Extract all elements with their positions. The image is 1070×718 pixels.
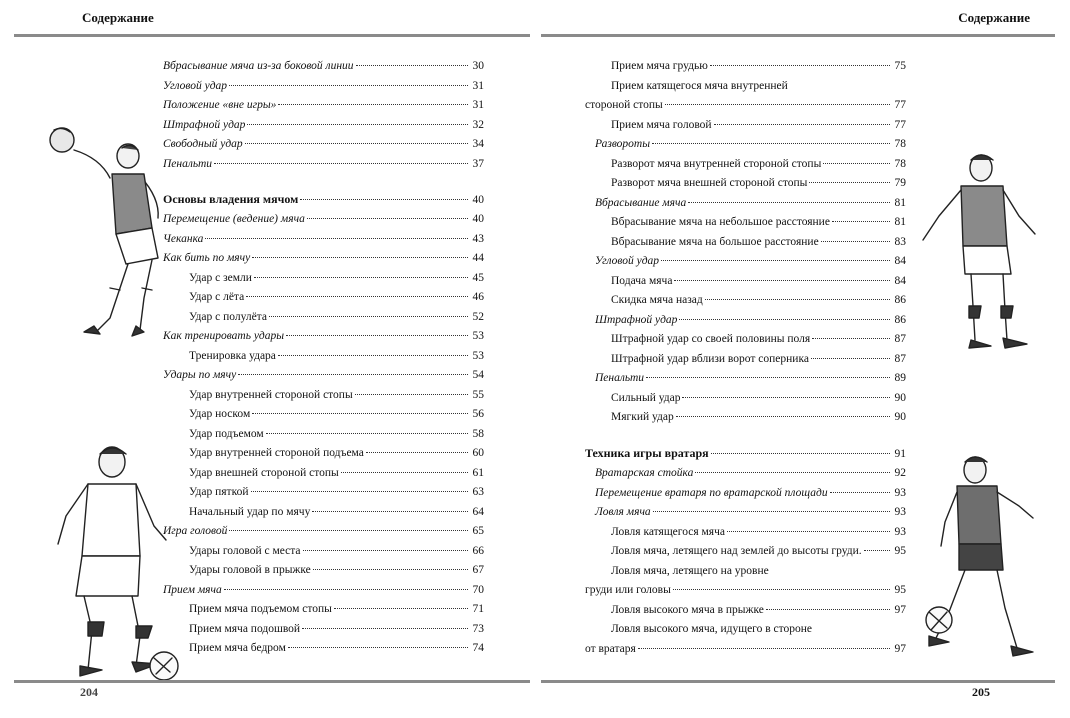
toc-entry[interactable] [585, 523, 906, 541]
dot-leader [307, 218, 468, 219]
toc-entry-title: Штрафной удар [595, 313, 678, 326]
toc-entry[interactable] [163, 444, 484, 462]
toc-entry-title: Ловля мяча, летящего над землей до высоты груди. [611, 545, 862, 557]
toc-entry[interactable] [585, 174, 906, 192]
dot-leader [727, 531, 890, 532]
throw-in-player-illustration [40, 118, 170, 343]
toc-entry-title: Удары по мячу [163, 369, 237, 381]
dot-leader [766, 609, 890, 610]
dot-leader [254, 277, 468, 278]
toc-page-number: 84 [894, 274, 906, 287]
toc-entry[interactable] [163, 77, 484, 95]
toc-page-number: 86 [894, 294, 906, 306]
toc-entry[interactable] [585, 330, 906, 348]
toc-entry[interactable] [163, 522, 484, 540]
toc-entry-title: Удары головой в прыжке [189, 564, 311, 576]
toc-entry-title: Прием мяча подошвой [189, 622, 301, 635]
toc-page-number: 90 [894, 411, 906, 423]
toc-entry[interactable] [585, 350, 906, 368]
toc-entry[interactable] [163, 230, 484, 248]
toc-page-number: 77 [894, 99, 906, 111]
toc-page-number: 86 [894, 313, 906, 326]
toc-page-number: 92 [894, 467, 906, 479]
dot-leader [679, 319, 890, 320]
toc-entry[interactable] [163, 155, 484, 173]
toc-page-number: 60 [472, 447, 484, 459]
dot-leader [710, 65, 890, 66]
toc-page-number: 93 [894, 506, 906, 518]
toc-entry[interactable] [585, 408, 906, 426]
toc-entry-title: Удар носком [189, 408, 251, 420]
toc-page-number: 31 [472, 79, 484, 92]
dot-leader [832, 221, 890, 222]
toc-page-number: 78 [894, 157, 906, 170]
dot-leader [809, 182, 890, 183]
toc-entry-title: Удар с земли [189, 271, 252, 284]
toc-entry[interactable] [163, 210, 484, 228]
toc-entry-title: Прием мяча [163, 583, 222, 596]
toc-page-number: 56 [472, 408, 484, 420]
toc-entry-title: Как бить по мячу [163, 252, 251, 264]
toc-entry-title: Прием мяча головой [611, 118, 712, 131]
toc-entry[interactable] [585, 233, 906, 251]
dot-leader [830, 492, 890, 493]
toc-page-number: 64 [472, 505, 484, 518]
toc-entry[interactable] [163, 542, 484, 560]
toc-page-number: 97 [894, 642, 906, 655]
toc-entry-title: Прием катящегося мяча внутренней [611, 79, 788, 92]
toc-entry-title: Как тренировать удары [163, 330, 285, 342]
right-page [535, 0, 1070, 718]
toc-page-number: 63 [472, 486, 484, 498]
toc-entry[interactable] [585, 369, 906, 387]
toc-entry[interactable] [163, 600, 484, 618]
bottom-rule [541, 680, 1055, 683]
toc-entry[interactable] [163, 366, 484, 384]
toc-page-number: 66 [472, 544, 484, 557]
toc-entry[interactable] [163, 347, 484, 365]
toc-entry-title: Начальный удар по мячу [189, 505, 311, 518]
toc-page-number: 30 [472, 60, 484, 72]
toc-page-number: 93 [894, 486, 906, 499]
toc-page-number: 78 [894, 138, 906, 150]
right-page-number: 205 [972, 685, 990, 699]
toc-chapter-entry[interactable] [163, 190, 484, 208]
toc-page-number: 67 [472, 564, 484, 576]
toc-page-number: 44 [472, 252, 484, 264]
toc-entry-title: Ловля высокого мяча, идущего в стороне [611, 623, 813, 635]
toc-entry[interactable] [163, 269, 484, 287]
toc-entry-title: Вбрасывание мяча из-за боковой линии [163, 60, 354, 72]
toc-page-number: 95 [894, 584, 906, 596]
toc-page-number: 70 [472, 583, 484, 596]
toc-page-number: 97 [894, 603, 906, 616]
dot-leader [312, 511, 468, 512]
top-rule [14, 34, 530, 37]
toc-entry-title: Удар пяткой [189, 486, 249, 498]
goalkeeper-stance-illustration [915, 150, 1045, 360]
dot-leader [355, 394, 468, 395]
dot-leader [278, 104, 468, 105]
toc-page-number: 75 [894, 60, 906, 72]
toc-entry[interactable] [585, 601, 906, 619]
toc-entry[interactable] [163, 405, 484, 423]
toc-entry[interactable] [163, 288, 484, 306]
dot-leader [229, 530, 468, 531]
dot-leader [711, 453, 890, 454]
toc-entry[interactable] [585, 581, 906, 599]
left-page-header: Содержание [82, 10, 154, 25]
toc-entry-title: Ловля катящегося мяча [611, 525, 725, 538]
toc-entry[interactable] [585, 77, 906, 95]
dot-leader [278, 355, 468, 356]
dot-leader [266, 433, 468, 434]
toc-entry[interactable] [585, 272, 906, 290]
toc-page-number: 95 [894, 545, 906, 557]
toc-page-number: 43 [472, 232, 484, 245]
toc-page-number: 84 [894, 255, 906, 267]
toc-entry[interactable] [585, 389, 906, 407]
toc-entry[interactable] [585, 484, 906, 502]
dot-leader [695, 472, 890, 473]
toc-entry[interactable] [585, 464, 906, 482]
toc-entry-title: Свободный удар [163, 138, 243, 150]
toc-entry-title: груди или головы [585, 584, 671, 596]
toc-entry-title: Удар с лёта [189, 291, 245, 303]
toc-entry-title: Пенальти [595, 372, 645, 384]
toc-entry-title: Разворот мяча внешней стороной стопы [611, 177, 808, 189]
toc-entry-title: Прием мяча бедром [189, 642, 286, 654]
dot-leader [821, 241, 890, 242]
dot-leader [674, 280, 890, 281]
toc-entry[interactable] [585, 542, 906, 560]
dot-leader [714, 124, 890, 125]
dot-leader [238, 374, 468, 375]
top-rule [541, 34, 1055, 37]
dot-leader [251, 491, 469, 492]
toc-entry-title: Удары головой с места [189, 544, 301, 557]
toc-entry-title: Удар внутренней стороной стопы [189, 388, 353, 401]
toc-entry[interactable] [163, 327, 484, 345]
dot-leader [705, 299, 890, 300]
toc-entry-title: Угловой удар [163, 79, 228, 92]
dot-leader [864, 550, 890, 551]
goalkeeper-catching-illustration [915, 452, 1045, 664]
toc-page-number: 31 [472, 99, 484, 111]
toc-entry[interactable] [585, 620, 906, 638]
toc-entry[interactable] [585, 311, 906, 329]
toc-entry[interactable] [163, 425, 484, 443]
toc-page-number: 89 [894, 372, 906, 384]
toc-page-number: 53 [472, 349, 484, 362]
toc-entry[interactable] [585, 57, 906, 75]
toc-entry[interactable] [585, 135, 906, 153]
toc-entry[interactable] [163, 464, 484, 482]
dot-leader [247, 124, 468, 125]
toc-entry-title: от вратаря [585, 642, 636, 655]
toc-page-number: 81 [894, 216, 906, 228]
toc-page-number: 79 [894, 177, 906, 189]
toc-entry-title: Игра головой [163, 525, 228, 537]
toc-page-number: 91 [894, 448, 906, 460]
toc-page-number: 53 [472, 330, 484, 342]
toc-entry[interactable] [163, 96, 484, 114]
dot-leader [245, 143, 468, 144]
toc-page-number: 87 [894, 352, 906, 365]
toc-entry-title: Чеканка [163, 232, 204, 245]
dot-leader [811, 358, 890, 359]
toc-entry[interactable] [163, 135, 484, 153]
dot-leader [812, 338, 890, 339]
toc-page-number: 87 [894, 333, 906, 345]
toc-entry-title: Тренировка удара [189, 349, 276, 362]
toc-entry-title: Развороты [595, 138, 651, 150]
toc-entry-title: Ловля высокого мяча в прыжке [611, 603, 764, 616]
dot-leader [229, 85, 468, 86]
toc-entry[interactable] [585, 96, 906, 114]
toc-entry[interactable] [163, 386, 484, 404]
toc-entry[interactable] [163, 116, 484, 134]
toc-page-number: 54 [472, 369, 484, 381]
toc-page-number: 61 [472, 466, 484, 479]
toc-page-number: 74 [472, 642, 484, 654]
toc-entry[interactable] [163, 308, 484, 326]
toc-entry[interactable] [163, 581, 484, 599]
dot-leader [652, 143, 890, 144]
toc-entry-title: стороной стопы [585, 99, 663, 111]
bottom-rule [14, 680, 530, 683]
toc-entry-title: Удар с полулёта [189, 310, 267, 323]
toc-entry-title: Перемещение (ведение) мяча [163, 213, 305, 225]
toc-entry-title: Основы владения мячом [163, 192, 299, 206]
toc-entry[interactable] [163, 620, 484, 638]
toc-entry-title: Положение «вне игры» [163, 99, 277, 111]
toc-page-number: 55 [472, 388, 484, 401]
toc-page-number: 46 [472, 291, 484, 303]
toc-entry-title: Вбрасывание мяча на большое расстояние [611, 235, 819, 248]
dot-leader [646, 377, 890, 378]
dot-leader [676, 416, 890, 417]
dot-leader [341, 472, 468, 473]
toc-page-number: 34 [472, 138, 484, 150]
dot-leader [366, 452, 468, 453]
dot-leader [673, 589, 890, 590]
toc-entry-title: Удар внутренней стороной подъема [189, 447, 364, 459]
toc-entry[interactable] [163, 561, 484, 579]
toc-entry-title: Скидка мяча назад [611, 294, 703, 306]
toc-entry[interactable] [585, 503, 906, 521]
dot-leader [653, 511, 890, 512]
toc-entry-title: Прием мяча грудью [611, 60, 708, 72]
toc-page-number: 58 [472, 427, 484, 440]
dot-leader [286, 335, 468, 336]
toc-entry-title: Подача мяча [611, 274, 673, 287]
toc-page-number: 81 [894, 196, 906, 209]
toc-entry[interactable] [585, 116, 906, 134]
toc-page-number: 32 [472, 118, 484, 131]
dot-leader [665, 104, 890, 105]
dot-leader [252, 413, 468, 414]
dot-leader [303, 550, 468, 551]
toc-entry-title: Штрафной удар [163, 118, 246, 131]
dot-leader [205, 238, 468, 239]
dot-leader [638, 648, 890, 649]
toc-entry[interactable] [163, 639, 484, 657]
dot-leader [269, 316, 468, 317]
toc-entry[interactable] [585, 194, 906, 212]
dot-leader [661, 260, 890, 261]
toc-entry-title: Удар внешней стороной стопы [189, 466, 339, 479]
toc-entry-title: Разворот мяча внутренней стороной стопы [611, 157, 822, 170]
toc-entry-title: Штрафной удар со своей половины поля [611, 333, 811, 345]
toc-entry-title: Сильный удар [611, 391, 681, 404]
toc-page-number: 65 [472, 525, 484, 537]
toc-entry[interactable] [585, 640, 906, 658]
toc-entry[interactable] [163, 483, 484, 501]
toc-entry-title: Пенальти [163, 157, 213, 170]
dot-leader [252, 257, 468, 258]
toc-entry[interactable] [585, 213, 906, 231]
dot-leader [302, 628, 468, 629]
dot-leader [688, 202, 890, 203]
toc-page-number: 52 [472, 310, 484, 323]
dot-leader [246, 296, 468, 297]
dot-leader [356, 65, 468, 66]
right-page-header: Содержание [958, 10, 1030, 25]
toc-entry-title: Вбрасывание мяча на небольшое расстояние [611, 216, 830, 228]
toc-entry[interactable] [163, 57, 484, 75]
toc-entry[interactable] [585, 252, 906, 270]
toc-entry[interactable] [585, 562, 906, 580]
toc-page-number: 71 [472, 603, 484, 615]
toc-page-number: 73 [472, 622, 484, 635]
toc-entry-title: Прием мяча подъемом стопы [189, 603, 332, 615]
toc-entry[interactable] [163, 503, 484, 521]
toc-entry-title: Вбрасывание мяча [595, 196, 687, 209]
toc-entry[interactable] [585, 291, 906, 309]
toc-page-number: 45 [472, 271, 484, 284]
dot-leader [300, 199, 468, 200]
dot-leader [224, 589, 468, 590]
dot-leader [334, 608, 468, 609]
toc-chapter-entry[interactable] [585, 444, 906, 462]
toc-page-number: 40 [472, 213, 484, 225]
toc-page-number: 90 [894, 391, 906, 404]
dot-leader [288, 647, 468, 648]
toc-page-number: 93 [894, 525, 906, 538]
toc-page-number: 83 [894, 235, 906, 248]
toc-entry-title: Ловля мяча [595, 506, 651, 518]
toc-entry-title: Мягкий удар [611, 411, 674, 423]
toc-entry-title: Удар подъемом [189, 427, 264, 440]
left-page-number: 204 [80, 685, 98, 699]
dot-leader [313, 569, 468, 570]
toc-entry[interactable] [585, 155, 906, 173]
toc-entry-title: Угловой удар [595, 255, 660, 267]
toc-page-number: 77 [894, 118, 906, 131]
toc-entry[interactable] [163, 249, 484, 267]
dot-leader [682, 397, 890, 398]
toc-entry-title: Штрафной удар вблизи ворот соперника [611, 352, 809, 365]
toc-entry-title: Ловля мяча, летящего на уровне [611, 564, 769, 577]
toc-entry-title: Перемещение вратаря по вратарской площади [595, 486, 828, 499]
toc-page-number: 37 [472, 157, 484, 170]
dot-leader [214, 163, 468, 164]
toc-page-number: 40 [472, 194, 484, 206]
dot-leader [823, 163, 890, 164]
toc-entry-title: Вратарская стойка [595, 467, 694, 479]
toc-entry-title: Техника игры вратаря [585, 446, 709, 460]
